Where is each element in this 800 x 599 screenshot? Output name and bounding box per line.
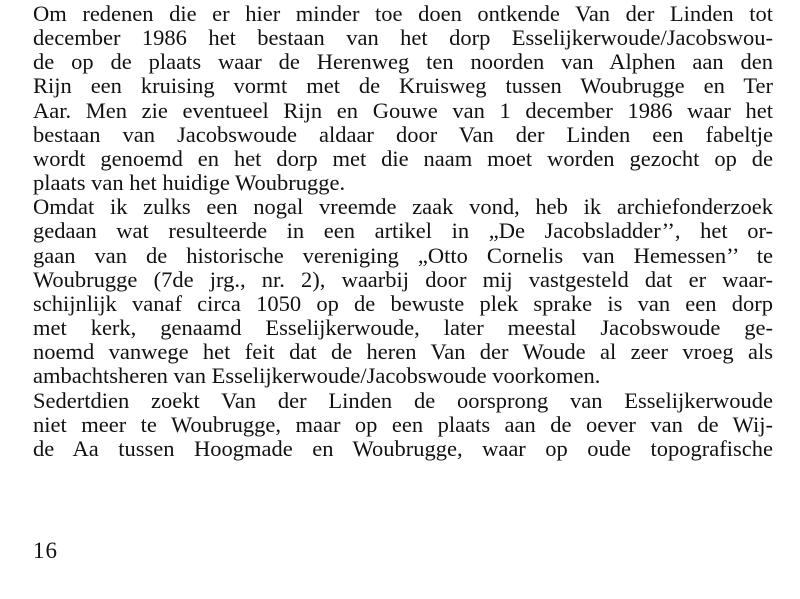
body-text [33,2,773,461]
text-line: Aar. Men zie eventueel Rijn en Gouwe van 1 december 1986 waar het [33,97,773,123]
text-line: niet meer te Woubrugge, maar op een plaats aan de oever van de Wij- [33,411,773,437]
text-line: de Aa tussen Hoogmade en Woubrugge, waar op oude topografische [33,435,773,461]
text-line: december 1986 het bestaan van het dorp Esselijkerwoude/Jacobswou- [33,25,773,51]
text-line: bestaan van Jacobswoude aldaar door Van der Linden een fabeltje [33,121,773,147]
text-line: de op de plaats waar de Herenweg ten noorden van Alphen aan den [33,49,773,75]
text-line: plaats van het huidige Woubrugge. [33,170,346,196]
text-line: Rijn een kruising vormt met de Kruisweg tussen Woubrugge en Ter [33,73,773,99]
text-line: noemd vanwege het feit dat de heren Van der Woude al zeer vroeg als [33,339,773,365]
text-line: gedaan wat resulteerde in een artikel in „De Jacobsladder’’, het or- [33,218,773,244]
text-line: ambachtsheren van Esselijkerwoude/Jacobswoude voorkomen. [33,363,601,389]
text-line: wordt genoemd en het dorp met die naam moet worden gezocht op de [33,145,773,171]
page-number: 16 [33,538,58,563]
text-line: Omdat ik zulks een nogal vreemde zaak vond, heb ik archiefonderzoek [33,194,773,220]
text-line: Om redenen die er hier minder toe doen ontkende Van der Linden tot [33,1,773,26]
text-line: met kerk, genaamd Esselijkerwoude, later meestal Jacobswoude ge- [33,315,773,341]
text-line: Woubrugge (7de jrg., nr. 2), waarbij door mij vastgesteld dat er waar- [33,266,773,292]
text-line: Sedertdien zoekt Van der Linden de oorsprong van Esselijkerwoude [33,387,773,413]
text-line: schijnlijk vanaf circa 1050 op de bewuste plek sprake is van een dorp [33,290,773,316]
text-line: gaan van de historische vereniging „Otto Cornelis van Hemessen’’ te [33,242,773,268]
